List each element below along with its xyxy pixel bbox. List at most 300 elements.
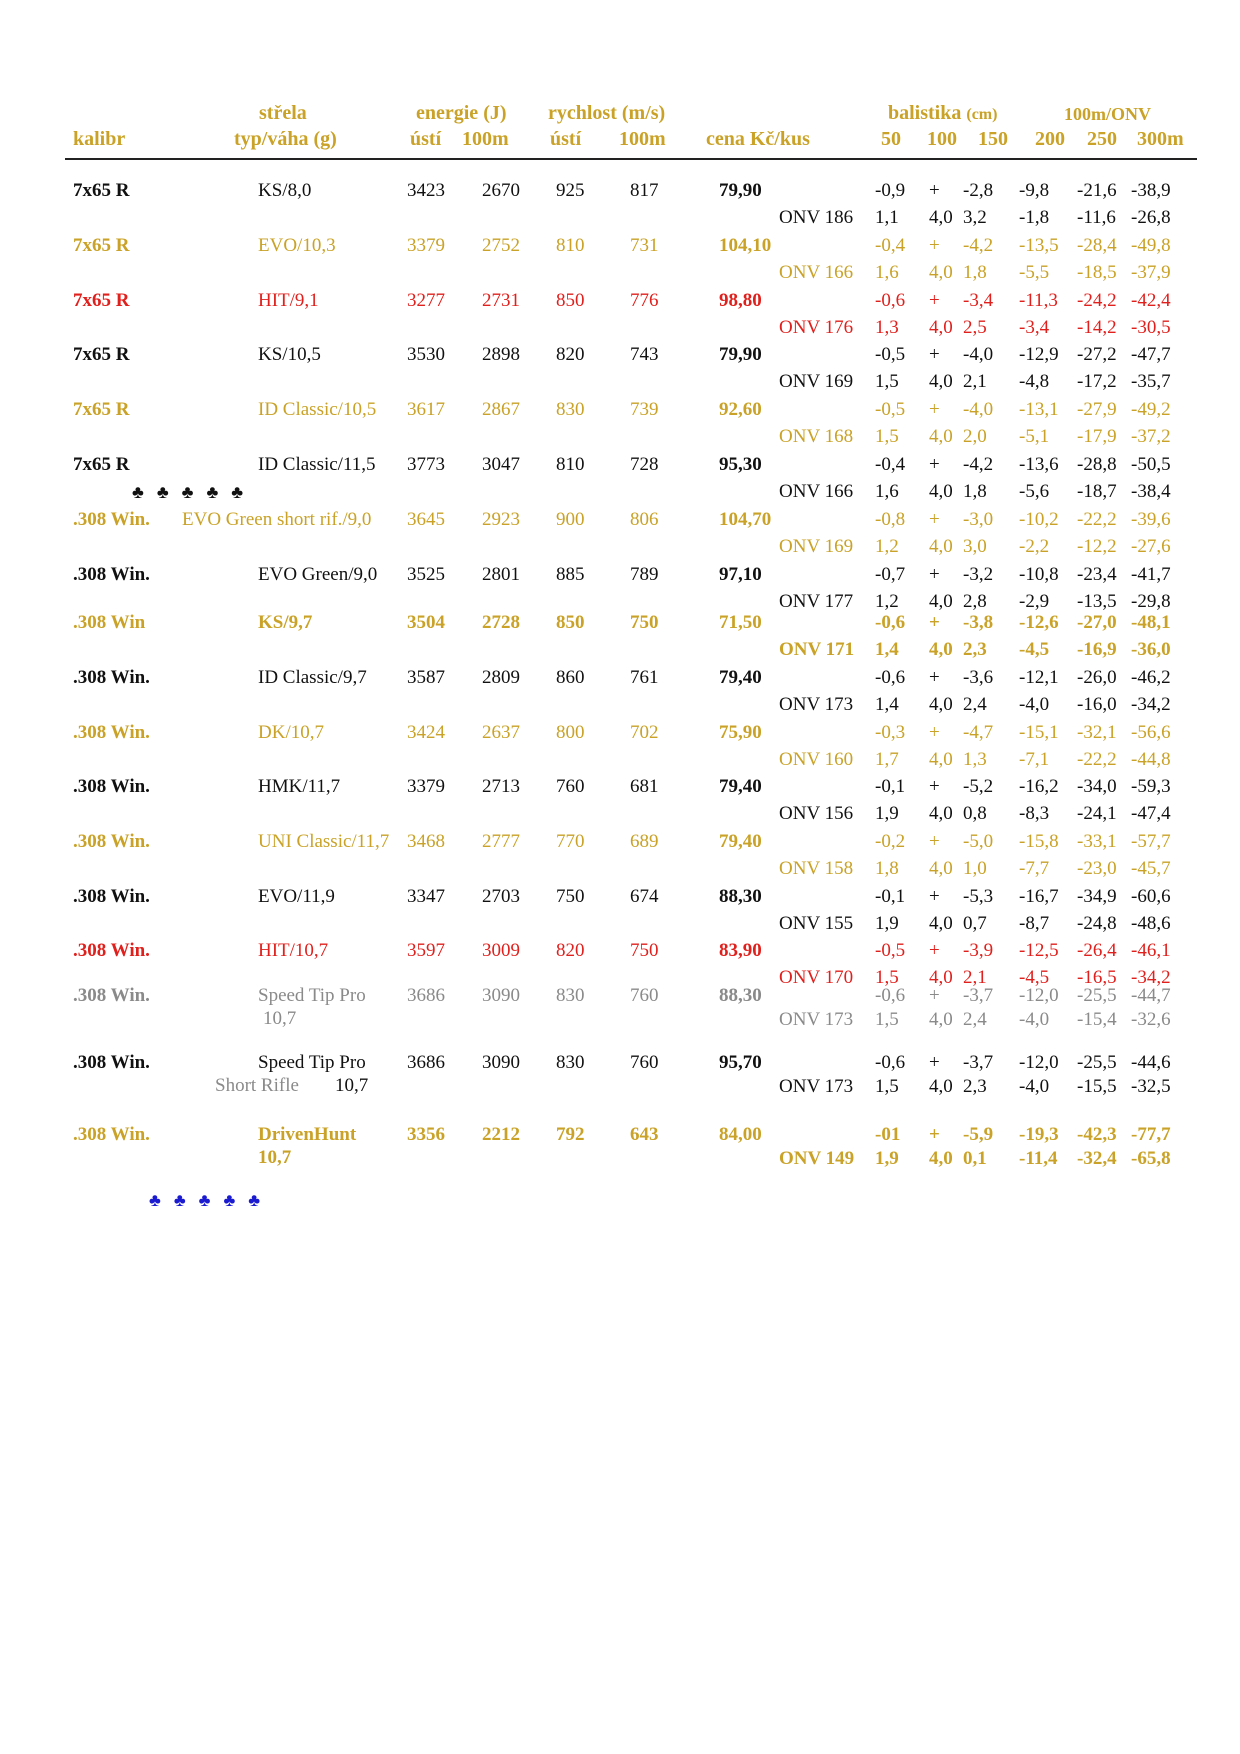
cell-onv-200: -8,3 (1019, 803, 1050, 824)
cell-balistika-300: -47,7 (1131, 344, 1171, 365)
cell-balistika-50: -0,3 (875, 722, 906, 743)
cell-kalibr: 7x65 R (73, 290, 130, 311)
cell-kalibr: .308 Win. (73, 1052, 150, 1073)
cell-strela: KS/8,0 (258, 180, 312, 201)
cell-cena: 79,40 (719, 776, 762, 797)
cell-energie-usti: 3617 (407, 399, 445, 420)
cell-energie-100m: 3090 (482, 1052, 520, 1073)
cell-cena: 79,90 (719, 180, 762, 201)
cell-balistika-50: -0,6 (875, 985, 906, 1006)
cell-onv-250: -17,9 (1077, 426, 1117, 447)
cell-strela: HMK/11,7 (258, 776, 341, 797)
cell-strela: EVO/10,3 (258, 235, 336, 256)
cell-onv: ONV 171 (779, 639, 855, 660)
cell-energie-100m: 2777 (482, 831, 520, 852)
cell-rychlost-usti: 925 (556, 180, 585, 201)
cell-balistika-250: -21,6 (1077, 180, 1117, 201)
cell-onv-200: -7,7 (1019, 858, 1050, 879)
cell-onv-250: -16,0 (1077, 694, 1117, 715)
cell-balistika-300: -42,4 (1131, 290, 1171, 311)
header-rule (65, 158, 1197, 160)
cell-onv-50: 1,9 (875, 1148, 899, 1169)
cell-energie-usti: 3468 (407, 831, 445, 852)
cell-onv-150: 2,1 (963, 371, 987, 392)
cell-cena: 97,10 (719, 564, 762, 585)
cell-cena: 84,00 (719, 1124, 762, 1145)
cell-balistika-250: -27,2 (1077, 344, 1117, 365)
cell-onv-300: -45,7 (1131, 858, 1171, 879)
cell-cena: 88,30 (719, 886, 762, 907)
cell-balistika-50: -0,5 (875, 344, 906, 365)
cell-cena: 71,50 (719, 612, 762, 633)
header-energie-100m: 100m (462, 128, 509, 150)
cell-kalibr: 7x65 R (73, 344, 130, 365)
header-d300: 300m (1137, 128, 1184, 150)
cell-onv-200: -4,0 (1019, 1076, 1050, 1097)
cell-onv-200: -1,8 (1019, 207, 1050, 228)
cell-energie-usti: 3504 (407, 612, 445, 633)
cell-balistika-100: + (929, 454, 940, 475)
cell-onv-250: -23,0 (1077, 858, 1117, 879)
cell-onv-100: 4,0 (929, 317, 953, 338)
cell-onv-50: 1,5 (875, 967, 899, 988)
cell-balistika-250: -42,3 (1077, 1124, 1117, 1145)
cell-balistika-50: -0,2 (875, 831, 906, 852)
cell-strela-line2: Short Rifle (215, 1075, 299, 1096)
cell-onv-300: -36,0 (1131, 639, 1171, 660)
cell-balistika-150: -5,2 (963, 776, 994, 797)
cell-balistika-100: + (929, 564, 940, 585)
cell-rychlost-usti: 810 (556, 235, 585, 256)
cell-balistika-100: + (929, 344, 940, 365)
cell-onv-50: 1,8 (875, 858, 899, 879)
cell-onv-200: -4,0 (1019, 694, 1050, 715)
cell-energie-100m: 2809 (482, 667, 520, 688)
cell-cena: 95,30 (719, 454, 762, 475)
cell-kalibr: .308 Win. (73, 509, 150, 530)
cell-strela: UNI Classic/11,7 (258, 831, 390, 852)
cell-balistika-50: -0,1 (875, 886, 906, 907)
cell-energie-usti: 3277 (407, 290, 445, 311)
cell-balistika-150: -4,0 (963, 399, 994, 420)
header-rychlost-100m: 100m (619, 128, 666, 150)
cell-cena: 98,80 (719, 290, 762, 311)
cell-onv-250: -15,4 (1077, 1009, 1117, 1030)
header-d50: 50 (881, 128, 901, 150)
cell-kalibr: .308 Win. (73, 776, 150, 797)
cell-onv-50: 1,3 (875, 317, 899, 338)
cell-onv: ONV 169 (779, 536, 854, 557)
cell-onv-200: -2,9 (1019, 591, 1050, 612)
cell-onv-250: -18,7 (1077, 481, 1117, 502)
cell-onv-50: 1,1 (875, 207, 899, 228)
cell-onv-50: 1,2 (875, 536, 899, 557)
cell-rychlost-usti: 750 (556, 886, 585, 907)
cell-onv-200: -4,5 (1019, 639, 1050, 660)
cell-rychlost-100m: 789 (630, 564, 659, 585)
cell-balistika-100: + (929, 612, 940, 633)
cell-energie-100m: 3009 (482, 940, 520, 961)
cell-onv-200: -8,7 (1019, 913, 1050, 934)
cell-onv: ONV 177 (779, 591, 854, 612)
cell-onv-50: 1,2 (875, 591, 899, 612)
cell-onv-150: 3,2 (963, 207, 987, 228)
cell-onv-150: 2,8 (963, 591, 987, 612)
cell-balistika-250: -34,0 (1077, 776, 1117, 797)
cell-balistika-200: -12,1 (1019, 667, 1059, 688)
cell-onv-150: 2,1 (963, 967, 987, 988)
cell-balistika-50: -0,6 (875, 612, 906, 633)
cell-onv-150: 3,0 (963, 536, 987, 557)
cell-balistika-200: -16,2 (1019, 776, 1059, 797)
cell-balistika-100: + (929, 290, 940, 311)
cell-balistika-100: + (929, 180, 940, 201)
cell-strela: ID Classic/11,5 (258, 454, 376, 475)
cell-onv-300: -65,8 (1131, 1148, 1171, 1169)
cell-cena: 88,30 (719, 985, 762, 1006)
cell-rychlost-usti: 860 (556, 667, 585, 688)
cell-onv-300: -27,6 (1131, 536, 1171, 557)
header-d100: 100 (927, 128, 957, 150)
cell-onv-250: -16,9 (1077, 639, 1117, 660)
cell-balistika-50: -0,6 (875, 1052, 906, 1073)
cell-balistika-200: -16,7 (1019, 886, 1059, 907)
cell-onv-300: -32,5 (1131, 1076, 1171, 1097)
cell-rychlost-100m: 643 (630, 1124, 659, 1145)
cell-balistika-200: -13,5 (1019, 235, 1059, 256)
cell-balistika-250: -27,9 (1077, 399, 1117, 420)
cell-onv-300: -29,8 (1131, 591, 1171, 612)
cell-balistika-250: -27,0 (1077, 612, 1117, 633)
cell-onv-100: 4,0 (929, 858, 953, 879)
cell-onv: ONV 155 (779, 913, 854, 934)
header-rychlost: rychlost (m/s) (548, 102, 666, 124)
cell-rychlost-100m: 681 (630, 776, 659, 797)
cell-balistika-150: -3,4 (963, 290, 994, 311)
cell-energie-usti: 3645 (407, 509, 445, 530)
cell-energie-usti: 3597 (407, 940, 445, 961)
cell-onv-200: -11,4 (1019, 1148, 1058, 1169)
cell-energie-100m: 2670 (482, 180, 520, 201)
cell-onv-150: 0,7 (963, 913, 987, 934)
cell-onv-50: 1,6 (875, 481, 899, 502)
cell-rychlost-100m: 689 (630, 831, 659, 852)
cell-balistika-300: -48,1 (1131, 612, 1171, 633)
cell-onv-100: 4,0 (929, 481, 953, 502)
cell-onv-300: -35,7 (1131, 371, 1171, 392)
cell-balistika-200: -12,0 (1019, 1052, 1059, 1073)
cell-balistika-50: -0,4 (875, 454, 906, 475)
table-row (0, 1124, 1240, 1176)
cell-strela: KS/9,7 (258, 612, 313, 633)
cell-balistika-300: -46,2 (1131, 667, 1171, 688)
cell-onv-250: -32,4 (1077, 1148, 1117, 1169)
cell-balistika-150: -5,9 (963, 1124, 994, 1145)
cell-energie-usti: 3686 (407, 1052, 445, 1073)
cell-energie-usti: 3347 (407, 886, 445, 907)
cell-energie-100m: 3090 (482, 985, 520, 1006)
cell-balistika-50: -0,7 (875, 564, 906, 585)
cell-onv-100: 4,0 (929, 639, 953, 660)
cell-onv-250: -17,2 (1077, 371, 1117, 392)
cell-balistika-100: + (929, 399, 940, 420)
cell-kalibr: .308 Win. (73, 722, 150, 743)
table-row (0, 612, 1240, 664)
cell-rychlost-100m: 760 (630, 985, 659, 1006)
cell-kalibr: 7x65 R (73, 399, 130, 420)
cell-rychlost-100m: 750 (630, 940, 659, 961)
cell-balistika-100: + (929, 235, 940, 256)
cell-balistika-300: -77,7 (1131, 1124, 1171, 1145)
cell-rychlost-usti: 800 (556, 722, 585, 743)
cell-onv-250: -15,5 (1077, 1076, 1117, 1097)
cell-cena: 79,40 (719, 667, 762, 688)
cell-energie-usti: 3525 (407, 564, 445, 585)
cell-cena: 92,60 (719, 399, 762, 420)
cell-onv-150: 2,4 (963, 1009, 987, 1030)
cell-onv-250: -13,5 (1077, 591, 1117, 612)
cell-balistika-100: + (929, 776, 940, 797)
cell-strela: EVO Green/9,0 (258, 564, 378, 585)
cell-strela: Speed Tip Pro (258, 985, 366, 1006)
table-row (0, 1052, 1240, 1104)
cell-balistika-250: -32,1 (1077, 722, 1117, 743)
header-cena: cena Kč/kus (706, 128, 810, 150)
cell-balistika-300: -56,6 (1131, 722, 1171, 743)
cell-onv: ONV 173 (779, 1076, 854, 1097)
cell-onv-300: -34,2 (1131, 694, 1171, 715)
cell-balistika-100: + (929, 509, 940, 530)
cell-onv-150: 2,5 (963, 317, 987, 338)
cell-strela-line3: 10,7 (335, 1075, 369, 1096)
cell-rychlost-usti: 820 (556, 940, 585, 961)
cell-balistika-150: -3,0 (963, 509, 994, 530)
cell-onv-50: 1,9 (875, 913, 899, 934)
cell-kalibr: .308 Win. (73, 831, 150, 852)
cell-onv-50: 1,9 (875, 803, 899, 824)
cell-balistika-100: + (929, 667, 940, 688)
cell-onv-100: 4,0 (929, 591, 953, 612)
cell-onv-100: 4,0 (929, 371, 953, 392)
cell-balistika-300: -44,7 (1131, 985, 1171, 1006)
cell-balistika-200: -12,5 (1019, 940, 1059, 961)
cell-onv: ONV 168 (779, 426, 854, 447)
table-row (0, 667, 1240, 719)
cell-energie-100m: 2898 (482, 344, 520, 365)
cell-balistika-300: -50,5 (1131, 454, 1171, 475)
table-row (0, 180, 1240, 232)
cell-balistika-200: -12,0 (1019, 985, 1059, 1006)
cell-rychlost-100m: 739 (630, 399, 659, 420)
cell-kalibr: .308 Win. (73, 667, 150, 688)
cell-energie-usti: 3686 (407, 985, 445, 1006)
cell-rychlost-usti: 810 (556, 454, 585, 475)
cell-onv-100: 4,0 (929, 803, 953, 824)
cell-balistika-50: -0,6 (875, 290, 906, 311)
cell-onv-200: -2,2 (1019, 536, 1050, 557)
cell-rychlost-100m: 760 (630, 1052, 659, 1073)
cell-onv-200: -5,5 (1019, 262, 1050, 283)
cell-strela: DrivenHunt (258, 1124, 357, 1145)
cell-balistika-300: -38,9 (1131, 180, 1171, 201)
header-d150: 150 (978, 128, 1008, 150)
cell-balistika-150: -4,0 (963, 344, 994, 365)
header-onv: 100m/ONV (1064, 104, 1151, 124)
cell-balistika-50: -0,8 (875, 509, 906, 530)
cell-onv-200: -3,4 (1019, 317, 1050, 338)
cell-energie-100m: 2637 (482, 722, 520, 743)
cell-energie-usti: 3379 (407, 776, 445, 797)
cell-balistika-150: -3,7 (963, 985, 994, 1006)
cell-onv-100: 4,0 (929, 967, 953, 988)
cell-onv-100: 4,0 (929, 1076, 953, 1097)
cell-energie-100m: 2728 (482, 612, 520, 633)
cell-onv-50: 1,5 (875, 426, 899, 447)
cell-strela-line2: 10,7 (258, 1147, 292, 1168)
header-balistika (888, 102, 997, 125)
cell-balistika-150: -4,2 (963, 235, 994, 256)
cell-balistika-150: -4,7 (963, 722, 994, 743)
header-balistika-label: balistika (888, 102, 962, 124)
table-row (0, 722, 1240, 774)
cell-balistika-100: + (929, 1124, 940, 1145)
cell-energie-usti: 3530 (407, 344, 445, 365)
cell-balistika-250: -26,4 (1077, 940, 1117, 961)
cell-balistika-200: -13,6 (1019, 454, 1059, 475)
cell-balistika-250: -33,1 (1077, 831, 1117, 852)
cell-rychlost-100m: 806 (630, 509, 659, 530)
cell-onv-250: -22,2 (1077, 749, 1117, 770)
cell-onv-150: 0,1 (963, 1148, 987, 1169)
cell-onv: ONV 169 (779, 371, 854, 392)
cell-onv-250: -14,2 (1077, 317, 1117, 338)
table-row (0, 399, 1240, 451)
cell-kalibr: .308 Win. (73, 564, 150, 585)
cell-onv: ONV 186 (779, 207, 854, 228)
cell-balistika-200: -10,8 (1019, 564, 1059, 585)
cell-cena: 75,90 (719, 722, 762, 743)
cell-strela: DK/10,7 (258, 722, 324, 743)
cell-energie-100m: 2801 (482, 564, 520, 585)
header-d200: 200 (1035, 128, 1065, 150)
cell-balistika-200: -9,8 (1019, 180, 1050, 201)
cell-energie-usti: 3587 (407, 667, 445, 688)
cell-onv-250: -24,8 (1077, 913, 1117, 934)
cell-onv: ONV 166 (779, 481, 854, 502)
cell-rychlost-usti: 850 (556, 290, 585, 311)
cell-onv-250: -16,5 (1077, 967, 1117, 988)
cell-onv-300: -48,6 (1131, 913, 1171, 934)
cell-rychlost-usti: 792 (556, 1124, 585, 1145)
cell-rychlost-100m: 743 (630, 344, 659, 365)
cell-rychlost-100m: 776 (630, 290, 659, 311)
cell-rychlost-usti: 830 (556, 1052, 585, 1073)
cell-energie-usti: 3356 (407, 1124, 445, 1145)
cell-balistika-250: -34,9 (1077, 886, 1117, 907)
cell-rychlost-usti: 770 (556, 831, 585, 852)
cell-balistika-50: -0,6 (875, 667, 906, 688)
table-row (0, 344, 1240, 396)
cell-onv-250: -18,5 (1077, 262, 1117, 283)
cell-kalibr: .308 Win. (73, 940, 150, 961)
cell-energie-100m: 2731 (482, 290, 520, 311)
cell-onv: ONV 166 (779, 262, 854, 283)
cell-balistika-50: -0,5 (875, 940, 906, 961)
cell-energie-usti: 3423 (407, 180, 445, 201)
cell-onv: ONV 156 (779, 803, 854, 824)
cell-cena: 83,90 (719, 940, 762, 961)
cell-onv: ONV 158 (779, 858, 854, 879)
cell-onv-150: 2,3 (963, 639, 987, 660)
header-energie: energie (J) (416, 102, 507, 124)
cell-balistika-50: -01 (875, 1124, 901, 1145)
cell-kalibr: .308 Win (73, 612, 146, 633)
cell-balistika-250: -24,2 (1077, 290, 1117, 311)
cell-balistika-150: -3,8 (963, 612, 994, 633)
cell-balistika-150: -3,6 (963, 667, 994, 688)
cell-balistika-300: -41,7 (1131, 564, 1171, 585)
cell-balistika-300: -46,1 (1131, 940, 1171, 961)
cell-balistika-100: + (929, 940, 940, 961)
cell-strela: Speed Tip Pro (258, 1052, 366, 1073)
cell-strela: ID Classic/9,7 (258, 667, 367, 688)
cell-strela: HIT/9,1 (258, 290, 319, 311)
cell-onv-100: 4,0 (929, 694, 953, 715)
cell-balistika-200: -15,8 (1019, 831, 1059, 852)
cell-rychlost-usti: 830 (556, 985, 585, 1006)
cell-energie-100m: 3047 (482, 454, 520, 475)
cell-onv-50: 1,7 (875, 749, 899, 770)
cell-balistika-250: -22,2 (1077, 509, 1117, 530)
cell-onv-150: 0,8 (963, 803, 987, 824)
cell-onv-300: -38,4 (1131, 481, 1171, 502)
cell-balistika-300: -59,3 (1131, 776, 1171, 797)
cell-balistika-300: -49,2 (1131, 399, 1171, 420)
cell-balistika-300: -49,8 (1131, 235, 1171, 256)
cell-strela: ID Classic/10,5 (258, 399, 377, 420)
cell-balistika-150: -2,8 (963, 180, 994, 201)
cell-kalibr: .308 Win. (73, 886, 150, 907)
cell-strela-line2: 10,7 (263, 1008, 297, 1029)
cell-balistika-200: -19,3 (1019, 1124, 1059, 1145)
header-strela-sub: typ/váha (g) (234, 128, 337, 150)
cell-onv-100: 4,0 (929, 913, 953, 934)
cell-onv-50: 1,5 (875, 1076, 899, 1097)
table-row (0, 235, 1240, 287)
cell-cena: 95,70 (719, 1052, 762, 1073)
cell-onv-100: 4,0 (929, 749, 953, 770)
cell-onv: ONV 170 (779, 967, 854, 988)
cell-onv-300: -34,2 (1131, 967, 1171, 988)
cell-cena: 104,70 (719, 509, 772, 530)
cell-onv-300: -44,8 (1131, 749, 1171, 770)
cell-onv: ONV 149 (779, 1148, 855, 1169)
cell-onv-200: -4,8 (1019, 371, 1050, 392)
cell-balistika-150: -5,3 (963, 886, 994, 907)
cell-rychlost-100m: 817 (630, 180, 659, 201)
cell-onv: ONV 160 (779, 749, 854, 770)
cell-strela: EVO Green short rif./9,0 (182, 509, 372, 530)
cell-rychlost-usti: 760 (556, 776, 585, 797)
footer-clubs: ♣♣♣♣♣ (149, 1190, 274, 1210)
cell-balistika-300: -57,7 (1131, 831, 1171, 852)
cell-balistika-100: + (929, 886, 940, 907)
cell-onv-100: 4,0 (929, 426, 953, 447)
cell-energie-usti: 3379 (407, 235, 445, 256)
cell-onv-250: -12,2 (1077, 536, 1117, 557)
cell-rychlost-100m: 728 (630, 454, 659, 475)
header-d250: 250 (1087, 128, 1117, 150)
